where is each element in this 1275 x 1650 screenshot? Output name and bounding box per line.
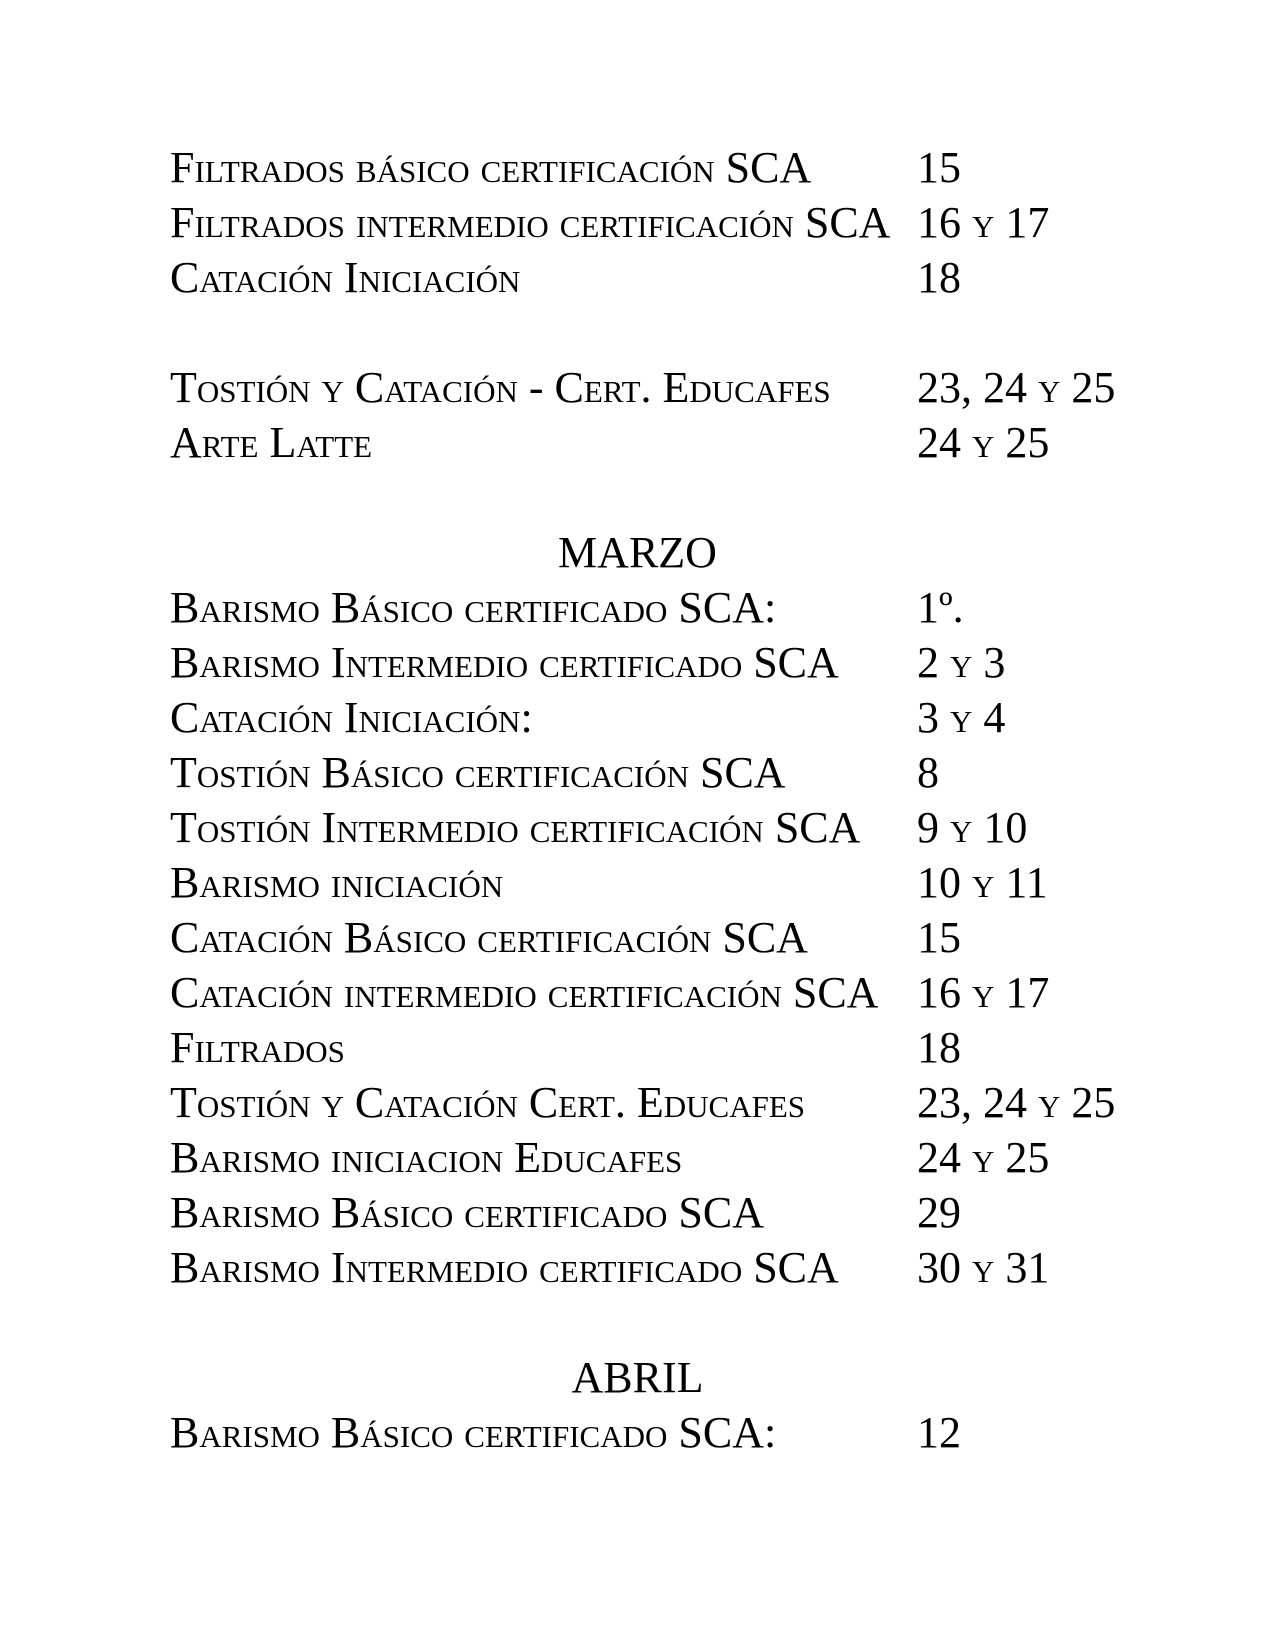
course-dates: 29 [917, 1188, 961, 1237]
course-dates: 30 y 31 [917, 1243, 1050, 1292]
course-name: Catación Básico certificación SCA [170, 913, 808, 962]
blank-line [170, 470, 1275, 525]
section-courses-top [170, 140, 1275, 305]
course-dates: 15 [917, 913, 961, 962]
course-name: Barismo iniciación [170, 858, 504, 907]
course-dates: 16 y 17 [917, 968, 1050, 1017]
course-dates: 24 y 25 [917, 418, 1050, 467]
section-marzo [170, 525, 1275, 1295]
course-name: Tostión y Catación Cert. Educafes [170, 1078, 806, 1127]
course-dates: 18 [917, 1023, 961, 1072]
course-dates: 10 y 11 [917, 858, 1048, 907]
course-row [170, 690, 1275, 745]
course-dates: 16 y 17 [917, 198, 1050, 247]
course-name: Catación Iniciación: [170, 693, 533, 742]
course-name: Catación intermedio certificación SCA [170, 968, 879, 1017]
course-row [170, 250, 1275, 305]
course-dates: 8 [917, 748, 939, 797]
course-name: Barismo iniciacion Educafes [170, 1133, 683, 1182]
blank-line [170, 305, 1275, 360]
course-dates: 1º. [917, 583, 964, 632]
course-name: Barismo Intermedio certificado SCA [170, 638, 839, 687]
blank-line [170, 1295, 1275, 1350]
course-name: Barismo Básico certificado SCA: [170, 583, 777, 632]
course-row [170, 800, 1275, 855]
course-dates: 23, 24 y 25 [917, 363, 1116, 412]
month-heading-abril: ABRIL [571, 1353, 704, 1402]
course-row [170, 910, 1275, 965]
course-row [170, 195, 1275, 250]
course-name: Filtrados intermedio certificación SCA [170, 198, 891, 247]
course-dates: 3 y 4 [917, 693, 1006, 742]
course-dates: 2 y 3 [917, 638, 1006, 687]
course-name: Tostión Básico certificación SCA [170, 748, 786, 797]
course-name: Barismo Básico certificado SCA [170, 1188, 764, 1237]
course-dates: 9 y 10 [917, 803, 1028, 852]
course-row [170, 140, 1275, 195]
course-row [170, 580, 1275, 635]
section-abril [170, 1350, 1275, 1460]
course-name: Filtrados básico certificación SCA [170, 143, 812, 192]
course-dates: 23, 24 y 25 [917, 1078, 1116, 1127]
course-name: Barismo Básico certificado SCA: [170, 1408, 777, 1457]
course-row [170, 1240, 1275, 1295]
course-row [170, 635, 1275, 690]
course-name: Filtrados [170, 1023, 345, 1072]
course-dates: 24 y 25 [917, 1133, 1050, 1182]
course-name: Catación Iniciación [170, 253, 521, 302]
course-row [170, 965, 1275, 1020]
course-row [170, 1185, 1275, 1240]
course-dates: 12 [917, 1408, 961, 1457]
course-name: Arte Latte [170, 418, 373, 467]
course-row [170, 745, 1275, 800]
course-row [170, 360, 1275, 415]
course-row [170, 1130, 1275, 1185]
course-row [170, 415, 1275, 470]
course-dates: 18 [917, 253, 961, 302]
course-name: Barismo Intermedio certificado SCA [170, 1243, 839, 1292]
course-row [170, 1075, 1275, 1130]
month-heading-marzo: MARZO [558, 528, 717, 577]
course-row [170, 1020, 1275, 1075]
section-courses-educafes [170, 360, 1275, 470]
course-name: Tostión y Catación - Cert. Educafes [170, 363, 831, 412]
course-row [170, 1405, 1275, 1460]
course-dates: 15 [917, 143, 961, 192]
course-name: Tostión Intermedio certificación SCA [170, 803, 861, 852]
course-row [170, 855, 1275, 910]
